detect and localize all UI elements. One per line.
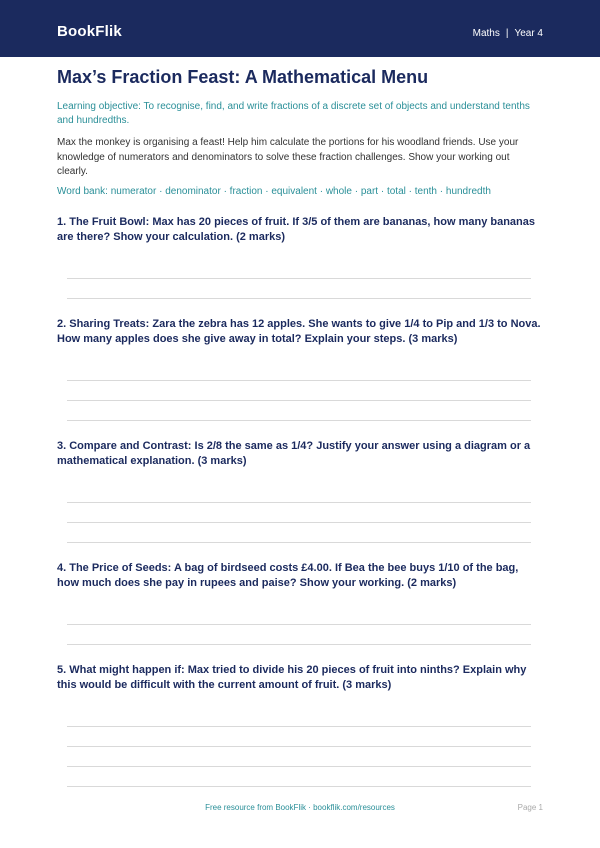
answer-line[interactable]: [67, 502, 531, 503]
year-level: Year 4: [514, 28, 543, 39]
answer-line[interactable]: [67, 726, 531, 727]
footer-text: Free resource from BookFlik · bookflik.com/resources: [205, 803, 395, 812]
answer-line[interactable]: [67, 746, 531, 747]
page-header: [0, 0, 600, 57]
worksheet-title: Max’s Fraction Feast: A Mathematical Menu: [57, 67, 429, 87]
question-1: 1. The Fruit Bowl: Max has 20 pieces of fruit. If 3/5 of them are bananas, how many bananas are there? Show your calculation. (2 marks): [57, 216, 536, 243]
subject-label: Maths | Year 4: [472, 28, 543, 39]
page-number: Page 1: [517, 803, 543, 812]
answer-line[interactable]: [67, 786, 531, 787]
answer-line[interactable]: [67, 624, 531, 625]
brand-logo: BookFlik: [57, 23, 122, 40]
learning-objective: Learning objective: To recognise, find, and write fractions of a discrete set of objects and understand tenths and hundredths.: [57, 101, 530, 126]
subject-name: Maths: [472, 28, 500, 39]
answer-line[interactable]: [67, 400, 531, 401]
question-2: 2. Sharing Treats: Zara the zebra has 12 apples. She wants to give 1/4 to Pip and 1/3 to Nova. How many apples does she give away in total? Explain your steps. (3 marks): [57, 318, 541, 345]
word-bank: Word bank: numerator · denominator · fraction · equivalent · whole · part · total · tenth · hundredth: [57, 186, 491, 197]
question-4: 4. The Price of Seeds: A bag of birdseed costs £4.00. If Bea the bee buys 1/10 of the bag, how much does she pay in rupees and paise? Show your working. (2 marks): [57, 562, 519, 589]
answer-line[interactable]: [67, 644, 531, 645]
answer-line[interactable]: [67, 766, 531, 767]
question-5: 5. What might happen if: Max tried to divide his 20 pieces of fruit into ninths? Explain why this would be difficult with the current amount of fruit. (3 marks): [57, 664, 527, 691]
answer-line[interactable]: [67, 522, 531, 523]
answer-line[interactable]: [67, 298, 531, 299]
intro-text: Max the monkey is organising a feast! Help him calculate the portions for his woodland friends. Use your knowledge of numerators and denominators to solve these fraction challenges. Show your working out clearly.: [57, 137, 519, 177]
answer-line[interactable]: [67, 380, 531, 381]
question-3: 3. Compare and Contrast: Is 2/8 the same as 1/4? Justify your answer using a diagram or a mathematical explanation. (3 marks): [57, 440, 531, 467]
answer-line[interactable]: [67, 420, 531, 421]
answer-line[interactable]: [67, 278, 531, 279]
answer-line[interactable]: [67, 542, 531, 543]
